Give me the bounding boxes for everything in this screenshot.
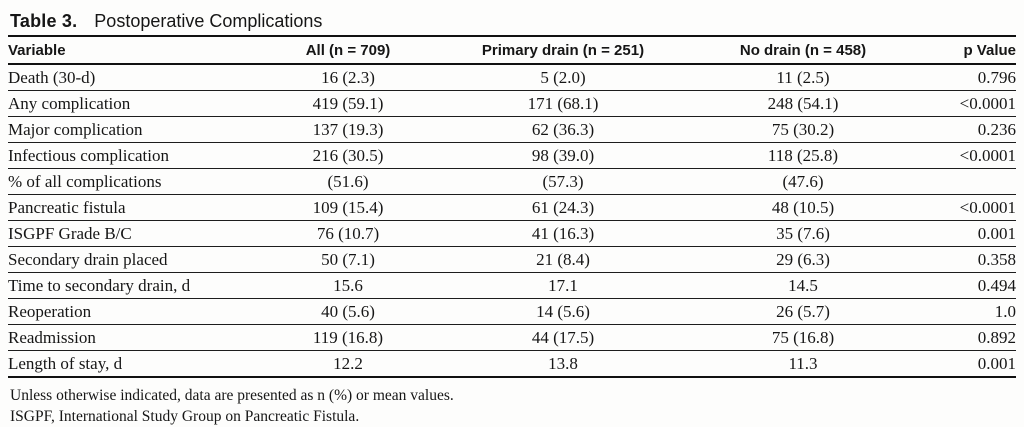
table-cell: 76 (10.7) [258, 221, 438, 247]
table-cell: 0.796 [918, 64, 1016, 91]
table-cell: 5 (2.0) [438, 64, 688, 91]
table-cell: 0.001 [918, 221, 1016, 247]
table-cell: (51.6) [258, 169, 438, 195]
table-row [8, 143, 1016, 169]
table-cell [918, 169, 1016, 195]
table-cell: 1.0 [918, 299, 1016, 325]
table-cell: 11 (2.5) [688, 64, 918, 91]
table-title [10, 11, 1016, 31]
table-cell: 21 (8.4) [438, 247, 688, 273]
table-cell: Length of stay, d [8, 351, 258, 378]
table-cell: <0.0001 [918, 91, 1016, 117]
table-cell: 50 (7.1) [258, 247, 438, 273]
table-cell: 137 (19.3) [258, 117, 438, 143]
table-cell: 16 (2.3) [258, 64, 438, 91]
table-cell: Reoperation [8, 299, 258, 325]
table-cell: Any complication [8, 91, 258, 117]
table-row [8, 325, 1016, 351]
table-row [8, 64, 1016, 91]
table-cell: ISGPF Grade B/C [8, 221, 258, 247]
table-cell: 26 (5.7) [688, 299, 918, 325]
table-row [8, 169, 1016, 195]
table-cell: 29 (6.3) [688, 247, 918, 273]
table-cell: 61 (24.3) [438, 195, 688, 221]
table-cell: 0.001 [918, 351, 1016, 378]
table-body [8, 64, 1016, 377]
table-row [8, 299, 1016, 325]
table-cell: <0.0001 [918, 143, 1016, 169]
table-cell: % of all complications [8, 169, 258, 195]
col-header-primary-drain: Primary drain (n = 251) [438, 36, 688, 64]
table-cell: 0.358 [918, 247, 1016, 273]
table-cell: 119 (16.8) [258, 325, 438, 351]
table-row [8, 195, 1016, 221]
table-cell: 17.1 [438, 273, 688, 299]
table-cell: (47.6) [688, 169, 918, 195]
table-cell: 0.494 [918, 273, 1016, 299]
table-cell: 11.3 [688, 351, 918, 378]
complications-table [8, 35, 1016, 378]
footnote-line-1: Unless otherwise indicated, data are presented as n (%) or mean values. [10, 387, 454, 404]
col-header-variable: Variable [8, 36, 258, 64]
table-cell: Major complication [8, 117, 258, 143]
table-cell: 75 (30.2) [688, 117, 918, 143]
table-cell: 0.236 [918, 117, 1016, 143]
table-cell: 48 (10.5) [688, 195, 918, 221]
col-header-all: All (n = 709) [258, 36, 438, 64]
table-number-label: Table 3. [10, 11, 78, 31]
table-row [8, 221, 1016, 247]
table-cell: Pancreatic fistula [8, 195, 258, 221]
table-cell: 98 (39.0) [438, 143, 688, 169]
table-cell: 248 (54.1) [688, 91, 918, 117]
table-cell: <0.0001 [918, 195, 1016, 221]
table-cell: 14.5 [688, 273, 918, 299]
table-cell: 62 (36.3) [438, 117, 688, 143]
header-row [8, 36, 1016, 64]
table-row [8, 91, 1016, 117]
table-cell: 118 (25.8) [688, 143, 918, 169]
table-cell: 12.2 [258, 351, 438, 378]
table-cell: 171 (68.1) [438, 91, 688, 117]
table-cell: Time to secondary drain, d [8, 273, 258, 299]
table-cell: 419 (59.1) [258, 91, 438, 117]
col-header-p-value: p Value [918, 36, 1016, 64]
table-cell: 35 (7.6) [688, 221, 918, 247]
table-cell: 41 (16.3) [438, 221, 688, 247]
table-caption: Postoperative Complications [94, 11, 323, 31]
table-cell: (57.3) [438, 169, 688, 195]
table-row [8, 247, 1016, 273]
table-cell: 15.6 [258, 273, 438, 299]
table-cell: 216 (30.5) [258, 143, 438, 169]
table-row [8, 117, 1016, 143]
table-cell: 14 (5.6) [438, 299, 688, 325]
table-cell: Readmission [8, 325, 258, 351]
table-cell: 109 (15.4) [258, 195, 438, 221]
table-cell: Secondary drain placed [8, 247, 258, 273]
table-row [8, 351, 1016, 378]
table-row [8, 273, 1016, 299]
table-cell: 44 (17.5) [438, 325, 688, 351]
footnotes [10, 385, 1016, 427]
table-cell: Infectious complication [8, 143, 258, 169]
table-cell: 0.892 [918, 325, 1016, 351]
col-header-no-drain: No drain (n = 458) [688, 36, 918, 64]
table-cell: 40 (5.6) [258, 299, 438, 325]
footnote-line-2: ISGPF, International Study Group on Pancreatic Fistula. [10, 408, 360, 425]
table-cell: 75 (16.8) [688, 325, 918, 351]
table-cell: 13.8 [438, 351, 688, 378]
table-cell: Death (30-d) [8, 64, 258, 91]
